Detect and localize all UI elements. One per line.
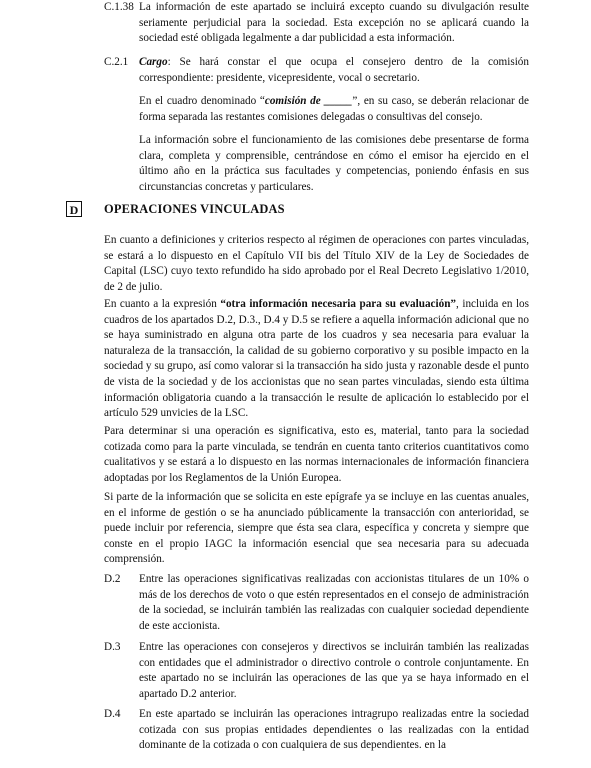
item-text-d3: Entre las operaciones con consejeros y directivos se incluirán también las realizadas con entidades que el administrador o directivo controle o controle conjuntamente. En este apartado no se incluirán las operaciones de las que ya se haya informado en el apartado D.2 anterior. [139,641,529,700]
cargo-label: Cargo [139,56,168,68]
c21-info-paragraph: La información sobre el funcionamiento de las comisiones debe presentarse de forma clara, completa y comprensible, centrándose en cómo el emisor ha ejercido en el último año en la práctica sus facultades y competencias, poniendo énfasis en sus circunstancias concretas y particulares. [139,134,529,193]
item-number-d3: D.3 [104,641,121,653]
p2-post: , incluida en los cuadros de los apartados D.2, D.3., D.4 y D.5 se refiere a aquella información adicional que no se haya suministrado en alguna otra parte de los cuadros y sea necesaria para evaluar la naturaleza de la transacción, la calidad de su gobierno corporativo y su posible impacto en la sociedad y su grupo, así como valorar si la transacción ha sido justa y razonable desde el punto de vista de la sociedad y de los accionistas que no sean partes vinculadas, siendo esta última información obligatoria cuando a la transacción le resulte de aplicación lo establecido por el artículo 529 unvicies de la LSC. [104,298,530,420]
item-number-d2: D.2 [104,573,121,585]
item-text-d4: En este apartado se incluirán las operaciones intragrupo realizadas entre la sociedad cotizada con sus propias entidades dependientes o las realizadas con la entidad dominante de la cotizada o con cualquiera de sus dependientes. en la [139,708,529,752]
c21-cargo-paragraph [139,55,529,86]
paragraph-definitions: En cuanto a definiciones y criterios respecto al régimen de operaciones con partes vinculadas, se estará a lo dispuesto en el Capítulo VII bis del Título XIV de la Ley de Sociedades de Capital (LSC) cuyo texto refundido ha sido aprobado por el Real Decreto Legislativo 1/2010, de 2 de julio. [104,234,529,293]
item-number-d4: D.4 [104,708,121,720]
item-text-d2: Entre las operaciones significativas realizadas con accionistas titulares de un 10% o más de los derechos de voto o que estén representados en el consejo de administración de la sociedad, se incluirán también las realizadas con cualquier sociedad dependiente de este accionista. [139,573,529,632]
cuadro-pre: En el cuadro denominado “ [139,95,265,107]
cargo-text: : Se hará constar el que ocupa el consejero dentro de la comisión correspondiente: presidente, vicepresidente, vocal o secretario. [139,56,529,84]
c21-cuadro-paragraph [139,94,529,125]
paragraph-significativa: Para determinar si una operación es significativa, esto es, material, tanto para la sociedad cotizada como para la parte vinculada, se tendrán en cuenta tanto criterios cuantitativos como cualitativos y se estará a lo dispuesto en las normas internacionales de información financiera adoptadas por los Reglamentos de la Unión Europea. [104,425,529,484]
c138-text: La información de este apartado se incluirá excepto cuando su divulgación resulte seriamente perjudicial para la sociedad. Esta excepción no se aplicará cuando la sociedad esté obligada legalmente a dar publicidad a esta información. [139,1,529,45]
p2-bold: “otra información necesaria para su evaluación” [220,298,457,310]
section-letter-box: D [66,201,82,217]
item-number-c138: C.1.38 [104,1,134,13]
item-number-c21: C.2.1 [104,56,129,68]
cuadro-post: ”, en su caso, se deberán relacionar de forma separada las restantes comisiones delegadas o consultivas del consejo. [139,95,529,123]
paragraph-otra-informacion [104,297,529,422]
section-title: OPERACIONES VINCULADAS [104,202,285,216]
paragraph-referencia: Si parte de la información que se solicita en este epígrafe ya se incluye en las cuentas anuales, en el informe de gestión o se ha anunciado públicamente la transacción con anterioridad, se puede incluir por referencia, siempre que ésta sea clara, específica y concreta y siempre que conste en el propio IAGC la información esencial que sea necesaria para su adecuada comprensión. [104,491,529,566]
cuadro-em: comisión de _____ [264,95,353,107]
p2-pre: En cuanto a la expresión [104,298,221,310]
